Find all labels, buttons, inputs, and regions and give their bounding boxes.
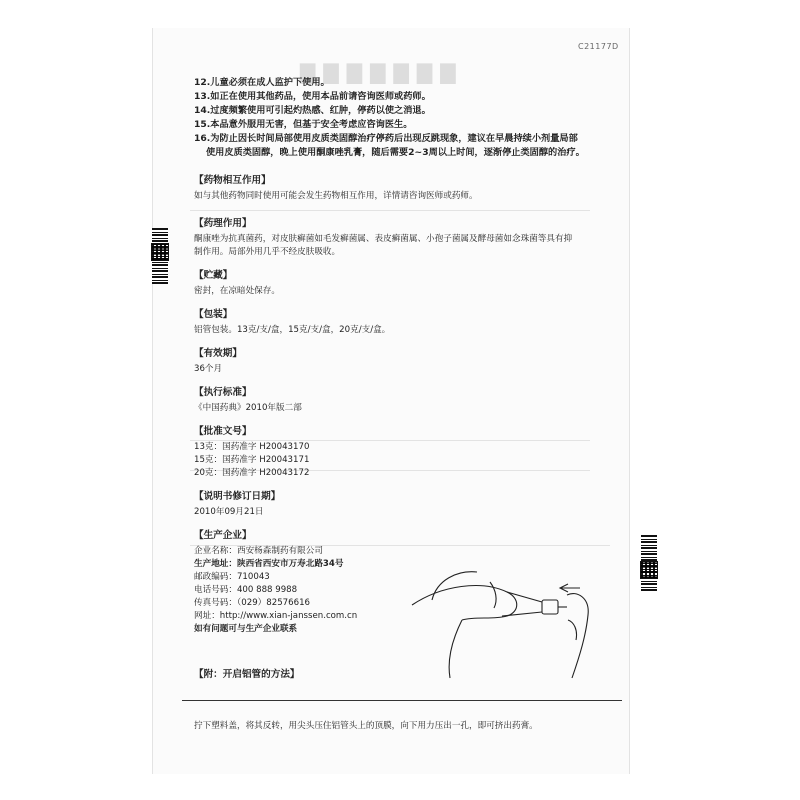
warning-item: 16.为防止因长时间局部使用皮质类固醇治疗停药后出现反跳现象，建议在早晨持续小剂量局部 xyxy=(194,133,578,144)
document-code: C21177D xyxy=(578,42,619,51)
company-name: 企业名称：西安杨森制药有限公司 xyxy=(194,546,323,556)
approval-line: 15克：国药准字 H20043171 xyxy=(194,455,310,465)
section-text: 《中国药典》2010年版二部 xyxy=(194,403,302,413)
company-phone: 电话号码：400 888 9988 xyxy=(194,585,298,595)
warning-item: 12.儿童必须在成人监护下使用。 xyxy=(194,77,330,88)
hand-opening-tube-illustration xyxy=(402,560,602,680)
right-qr-code xyxy=(641,562,657,578)
left-qr-code xyxy=(152,244,168,260)
section-text: 36个月 xyxy=(194,364,223,374)
storage-section xyxy=(194,269,614,298)
validity-section xyxy=(194,347,614,376)
section-text: 2010年09月21日 xyxy=(194,507,264,517)
warning-item-continuation: 使用皮质类固醇，晚上使用酮康唑乳膏，随后需要2~3周以上时间，逐渐停止类固醇的治疗。 xyxy=(206,147,585,158)
company-website: 网址：http://www.xian-janssen.com.cn xyxy=(194,611,358,621)
company-postcode: 邮政编码：710043 xyxy=(194,572,270,582)
section-text: 酮康唑为抗真菌药，对皮肤癣菌如毛发癣菌属、表皮癣菌属、小孢子菌属及酵母菌如念珠菌等具有抑 xyxy=(194,234,573,244)
approval-line: 13克：国药准字 H20043170 xyxy=(194,442,310,452)
section-heading: 【附：开启铝管的方法】 xyxy=(194,669,300,680)
divider xyxy=(182,700,622,701)
standard-section xyxy=(194,386,614,415)
section-heading: 【贮藏】 xyxy=(194,270,233,281)
section-heading: 【执行标准】 xyxy=(194,387,252,398)
approval-line: 20克：国药准字 H20043172 xyxy=(194,468,310,478)
section-heading: 【有效期】 xyxy=(194,348,242,359)
approval-section xyxy=(194,425,614,480)
contact-note: 如有问题可与生产企业联系 xyxy=(194,624,298,634)
section-text: 铝管包装。13克/支/盒，15克/支/盒，20克/支/盒。 xyxy=(194,325,391,335)
warning-item: 15.本品意外服用无害，但基于安全考虑应咨询医生。 xyxy=(194,119,413,130)
pharmacology-section xyxy=(194,217,614,259)
company-address: 生产地址：陕西省西安市万寿北路34号 xyxy=(194,559,344,569)
section-heading: 【药理作用】 xyxy=(194,218,252,229)
warning-item: 13.如正在使用其他药品，使用本品前请咨询医师或药师。 xyxy=(194,91,431,102)
section-heading: 【说明书修订日期】 xyxy=(194,491,281,502)
interactions-section xyxy=(194,174,614,203)
section-text: 制作用。局部外用几乎不经皮肤吸收。 xyxy=(194,247,341,257)
section-heading: 【包装】 xyxy=(194,309,233,320)
section-heading: 【药物相互作用】 xyxy=(194,175,271,186)
bleed-through-text: ▇▇▇▇▇▇▇ xyxy=(300,60,464,84)
section-heading: 【生产企业】 xyxy=(194,530,252,541)
revision-section xyxy=(194,490,614,519)
warning-item: 14.过度频繁使用可引起灼热感、红肿，停药以使之消退。 xyxy=(194,105,431,116)
company-fax: 传真号码：（029）82576616 xyxy=(194,598,311,608)
section-text: 如与其他药物同时使用可能会发生药物相互作用，详情请咨询医师或药师。 xyxy=(194,191,478,201)
section-text: 密封，在凉暗处保存。 xyxy=(194,286,280,296)
appendix-text: 拧下塑料盖，将其反转，用尖头压住铝管头上的顶膜，向下用力压出一孔，即可挤出药膏。 xyxy=(194,721,538,731)
section-heading: 【批准文号】 xyxy=(194,426,252,437)
package-section xyxy=(194,308,614,337)
